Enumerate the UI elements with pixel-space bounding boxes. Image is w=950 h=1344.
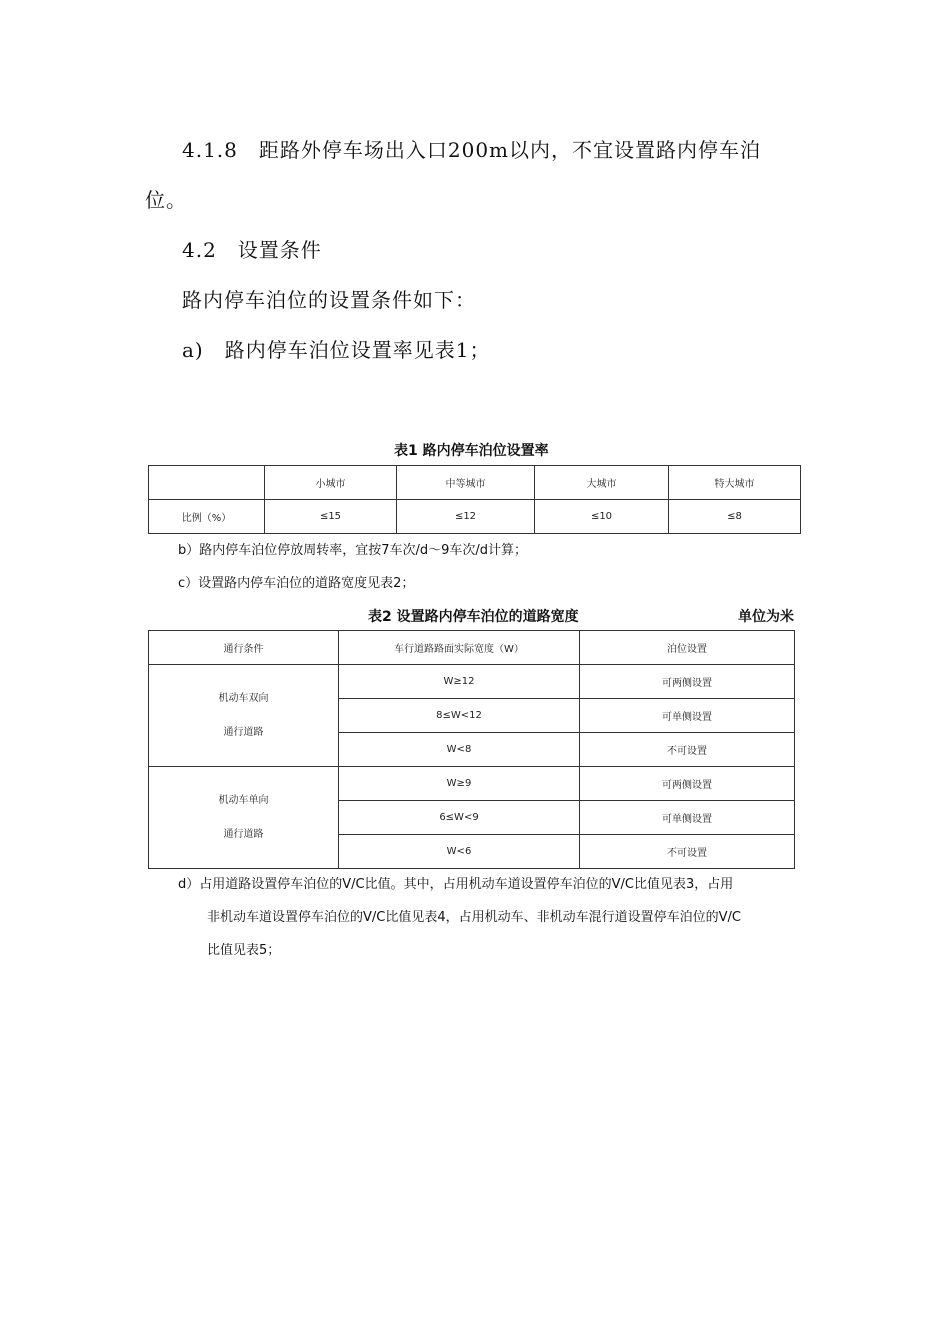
table2-setting-cell: 可单侧设置 [580, 801, 795, 835]
table1-header-cell: 中等城市 [397, 466, 535, 500]
table2-caption: 表2 设置路内停车泊位的道路宽度 [368, 609, 579, 625]
table1-header-cell [149, 466, 265, 500]
table1-cell: ≤10 [535, 500, 669, 534]
table-row [149, 665, 795, 699]
table2-header-cell: 泊位设置 [580, 631, 795, 665]
item-a: a) 路内停车泊位设置率见表1； [182, 338, 491, 362]
table1-data-row [149, 500, 801, 534]
table2-header-cell: 通行条件 [149, 631, 339, 665]
table2-header-cell: 车行道路路面实际宽度（W） [339, 631, 580, 665]
table1-header-cell: 特大城市 [669, 466, 801, 500]
item-d-line2: 非机动车道设置停车泊位的V/C比值见表4，占用机动车、非机动车混行道设置停车泊位的V/C [207, 910, 741, 925]
table1-cell: ≤15 [265, 500, 397, 534]
item-d-line1: d）占用道路设置停车泊位的V/C比值。其中，占用机动车道设置停车泊位的V/C比值见表3，占用 [178, 877, 734, 892]
table2-unit: 单位为米 [738, 609, 794, 625]
group-label-line: 机动车单向 [218, 794, 269, 806]
item-d-line3: 比值见表5； [207, 943, 281, 958]
item-b: b）路内停车泊位停放周转率，宜按7车次/d～9车次/d计算； [178, 543, 528, 558]
table2-width-cell: W<8 [339, 733, 580, 767]
table2-setting-cell: 不可设置 [580, 733, 795, 767]
table2 [148, 630, 795, 869]
item-c: c）设置路内停车泊位的道路宽度见表2； [178, 576, 415, 591]
table2-width-cell: 8≤W<12 [339, 699, 580, 733]
table2-width-cell: W≥12 [339, 665, 580, 699]
table-row [149, 767, 795, 801]
table2-group-label [149, 767, 339, 869]
table1-header-row [149, 466, 801, 500]
table2-setting-cell: 可两侧设置 [580, 665, 795, 699]
group-label-line: 通行道路 [223, 726, 264, 738]
table2-setting-cell: 可单侧设置 [580, 699, 795, 733]
table2-width-cell: W≥9 [339, 767, 580, 801]
table2-setting-cell: 不可设置 [580, 835, 795, 869]
paragraph-4-1-8-line1: 4.1.8 距路外停车场出入口200m以内，不宜设置路内停车泊 [182, 138, 762, 162]
table1-row-label: 比例（%） [149, 500, 265, 534]
intro-paragraph: 路内停车泊位的设置条件如下： [182, 288, 476, 312]
table2-setting-cell: 可两侧设置 [580, 767, 795, 801]
table1-header-cell: 小城市 [265, 466, 397, 500]
section-heading-4-2: 4.2 设置条件 [182, 238, 322, 262]
paragraph-4-1-8-line2: 位。 [145, 188, 187, 212]
table2-header-row [149, 631, 795, 665]
table1-cell: ≤8 [669, 500, 801, 534]
table1-cell: ≤12 [397, 500, 535, 534]
table2-width-cell: 6≤W<9 [339, 801, 580, 835]
group-label-line: 机动车双向 [218, 692, 269, 704]
table1-caption: 表1 路内停车泊位设置率 [394, 443, 549, 459]
table2-width-cell: W<6 [339, 835, 580, 869]
table2-group-label [149, 665, 339, 767]
table1 [148, 465, 801, 534]
table1-header-cell: 大城市 [535, 466, 669, 500]
group-label-line: 通行道路 [223, 828, 264, 840]
